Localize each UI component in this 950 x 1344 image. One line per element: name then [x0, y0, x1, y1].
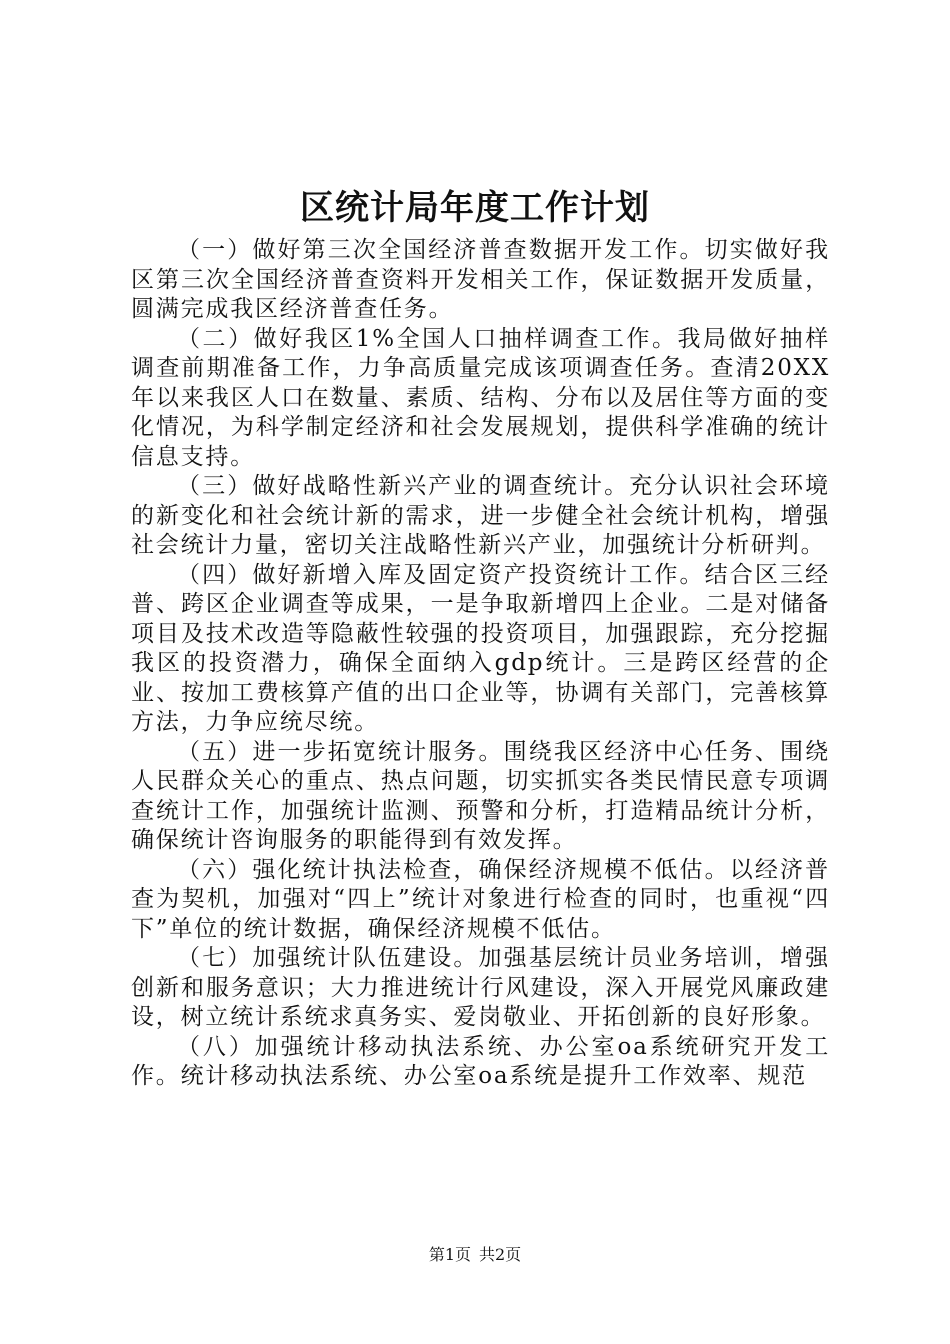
document-body — [131, 236, 830, 1092]
paragraph-8: （八）加强统计移动执法系统、办公室oa系统研究开发工作。统计移动执法系统、办公室oa系统是提升工作效率、规范 — [131, 1033, 830, 1089]
page-number-current: 第1页 — [428, 1245, 471, 1264]
page-footer — [0, 1244, 950, 1266]
paragraph-5: （五）进一步拓宽统计服务。围绕我区经济中心任务、围绕人民群众关心的重点、热点问题，切实抓实各类民情民意专项调查统计工作，加强统计监测、预警和分析，打造精品统计分析，确保统计咨询服务的职能得到有效发挥。 — [131, 738, 830, 853]
paragraph-4: （四）做好新增入库及固定资产投资统计工作。结合区三经普、跨区企业调查等成果，一是争取新增四上企业。二是对储备项目及技术改造等隐蔽性较强的投资项目，加强跟踪，充分挖掘我区的投资潜力，确保全面纳入gdp统计。三是跨区经营的企业、按加工费核算产值的出口企业等，协调有关部门，完善核算方法，力争应统尽统。 — [131, 561, 830, 735]
page-number-total: 共2页 — [479, 1245, 522, 1264]
paragraph-3: （三）做好战略性新兴产业的调查统计。充分认识社会环境的新变化和社会统计新的需求，进一步健全社会统计机构，增强社会统计力量，密切关注战略性新兴产业，加强统计分析研判。 — [131, 473, 830, 558]
document-title: 区统计局年度工作计划 — [300, 188, 650, 228]
paragraph-1: （一）做好第三次全国经济普查数据开发工作。切实做好我区第三次全国经济普查资料开发相关工作，保证数据开发质量，圆满完成我区经济普查任务。 — [131, 237, 830, 322]
paragraph-2: （二）做好我区1%全国人口抽样调查工作。我局做好抽样调查前期准备工作，力争高质量完成该项调查任务。查清20XX年以来我区人口在数量、素质、结构、分布以及居住等方面的变化情况，为科学制定经济和社会发展规划，提供科学准确的统计信息支持。 — [131, 325, 830, 470]
paragraph-7: （七）加强统计队伍建设。加强基层统计员业务培训，增强创新和服务意识；大力推进统计行风建设，深入开展党风廉政建设，树立统计系统求真务实、爱岗敬业、开拓创新的良好形象。 — [131, 945, 830, 1030]
paragraph-6: （六）强化统计执法检查，确保经济规模不低估。以经济普查为契机，加强对“四上”统计对象进行检查的同时，也重视“四下”单位的统计数据，确保经济规模不低估。 — [131, 856, 830, 942]
